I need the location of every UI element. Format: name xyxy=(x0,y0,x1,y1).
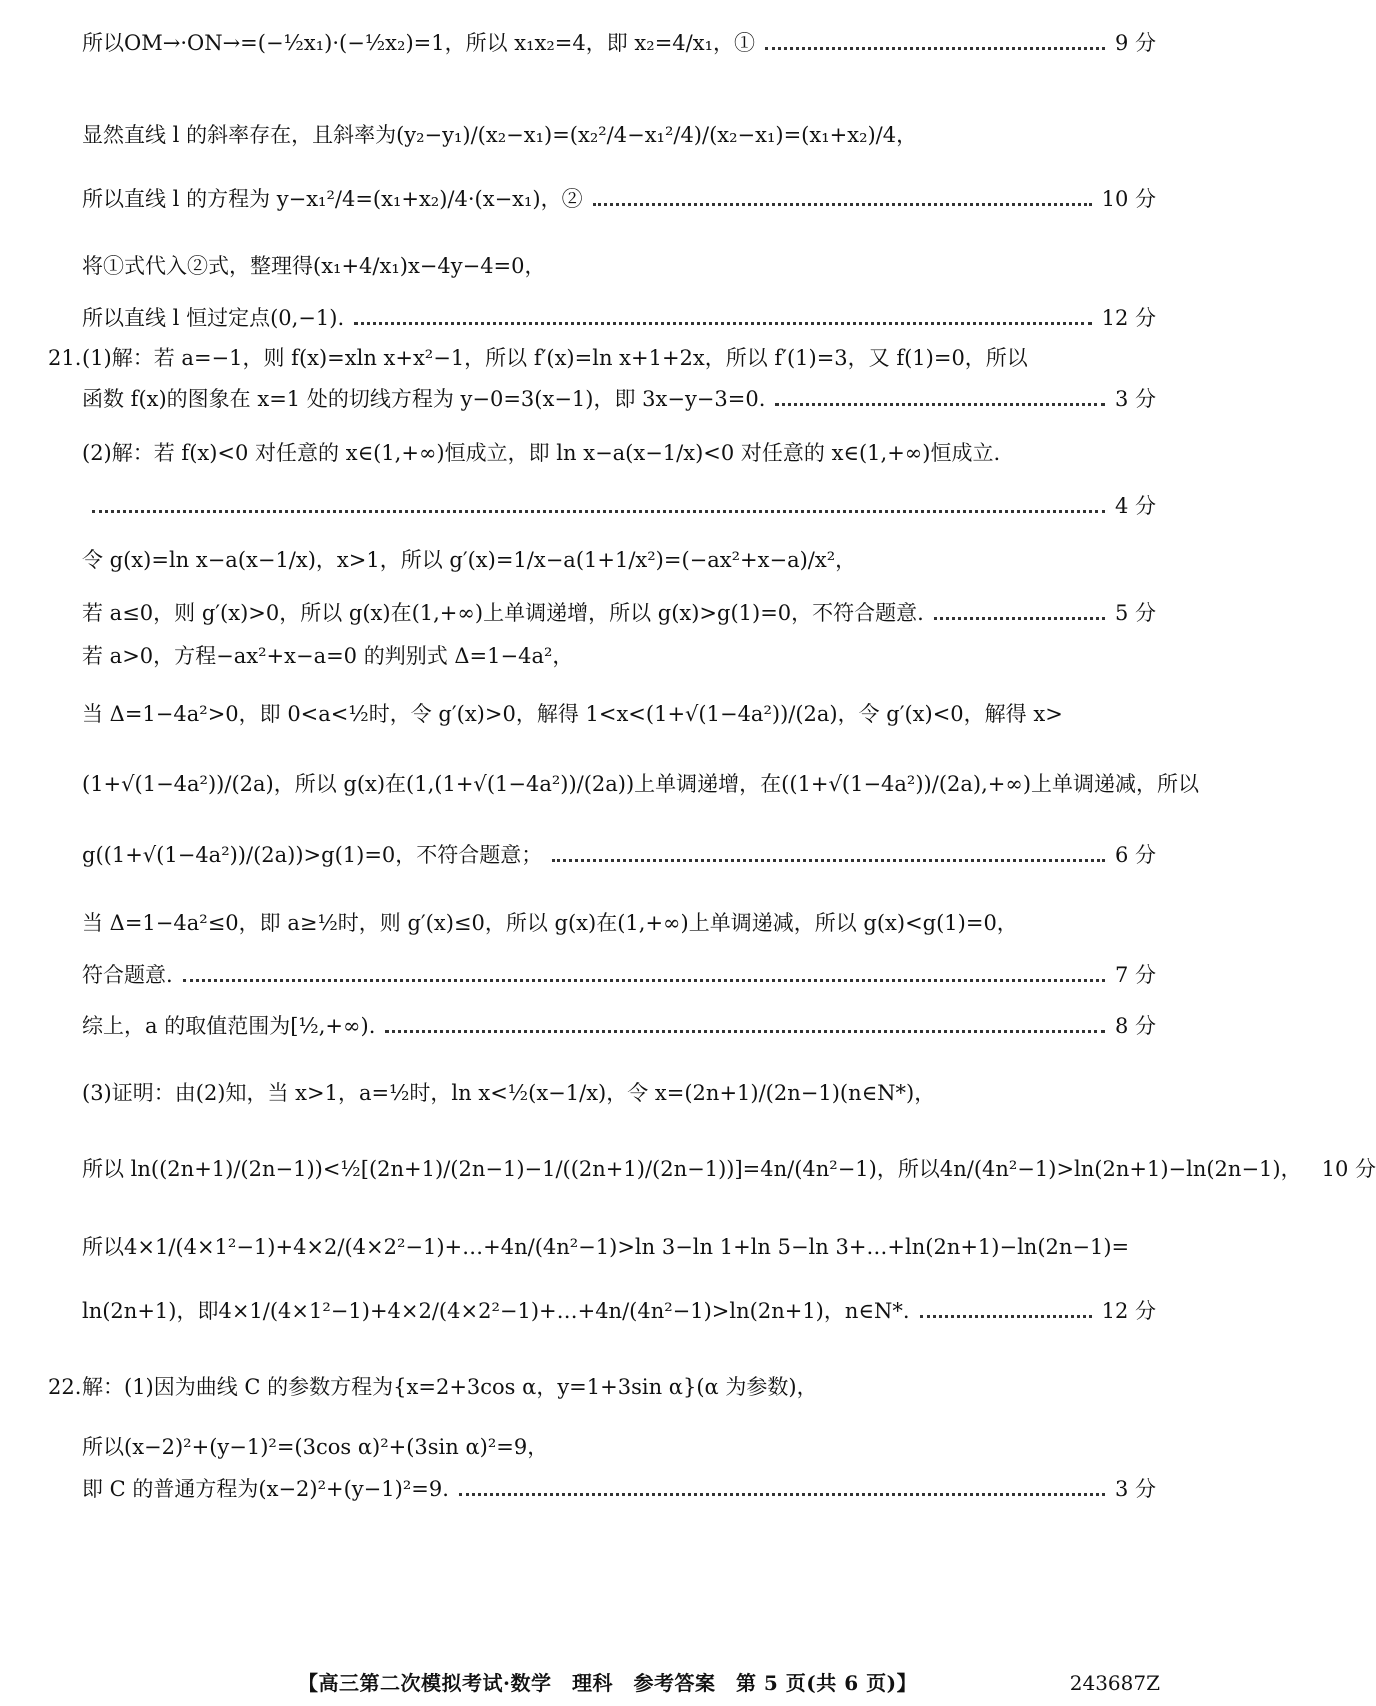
score-mark: 8 分 xyxy=(1114,1014,1156,1038)
line-text: (3)证明：由(2)知，当 x>1，a=½时，ln x<½(x−1/x)，令 x=(2n+1)/(2n−1)(n∈N*)， xyxy=(82,1081,936,1105)
line-text: (2)解：若 f(x)<0 对任意的 x∈(1,+∞)恒成立，即 ln x−a(x−1/x)<0 对任意的 x∈(1,+∞)恒成立. xyxy=(82,441,1001,465)
line-text: 所以 ln((2n+1)/(2n−1))<½[(2n+1)/(2n−1)−1/((2n+1)/(2n−1))]=4n/(4n²−1)，所以4n/(4n²−1)>ln(2n+1)−ln(2n−1)， xyxy=(82,1157,1302,1181)
line-text: 当 Δ=1−4a²>0，即 0<a<½时，令 g′(x)>0，解得 1<x<(1+√(1−4a²))/(2a)，令 g′(x)<0，解得 x> xyxy=(82,702,1063,726)
solution-line xyxy=(82,384,1156,414)
line-text: 所以OM→·ON→=(−½x₁)·(−½x₂)=1，所以 x₁x₂=4，即 x₂=4/x₁，① xyxy=(82,31,755,55)
line-text: 解：(1)因为曲线 C 的参数方程为{x=2+3cos α，y=1+3sin α}(α 为参数)， xyxy=(82,1375,818,1399)
question-number-22: 22. xyxy=(48,1375,82,1399)
solution-line xyxy=(82,343,1200,373)
solution-line xyxy=(82,960,1156,990)
solution-line xyxy=(82,303,1156,333)
solution-line xyxy=(82,184,1156,214)
solution-line xyxy=(82,699,1200,729)
score-mark: 5 分 xyxy=(1114,601,1156,625)
line-text: 若 a≤0，则 g′(x)>0，所以 g(x)在(1,+∞)上单调递增，所以 g(x)>g(1)=0，不符合题意. xyxy=(82,601,924,625)
solution-line xyxy=(82,1432,1200,1462)
score-mark: 12 分 xyxy=(1101,306,1156,330)
line-text: 所以直线 l 的方程为 y−x₁²/4=(x₁+x₂)/4·(x−x₁)，② xyxy=(82,187,583,211)
dot-leader xyxy=(385,1030,1105,1033)
line-text: 当 Δ=1−4a²≤0，即 a≥½时，则 g′(x)≤0，所以 g(x)在(1,+∞)上单调递减，所以 g(x)<g(1)=0， xyxy=(82,911,1018,935)
line-text: 将①式代入②式，整理得(x₁+4/x₁)x−4y−4=0， xyxy=(82,254,546,278)
page-footer xyxy=(0,1668,1200,1698)
score-mark: 3 分 xyxy=(1114,1477,1156,1501)
dot-leader xyxy=(593,203,1092,206)
line-text: 令 g(x)=ln x−a(x−1/x)，x>1，所以 g′(x)=1/x−a(1+1/x²)=(−ax²+x−a)/x²， xyxy=(82,548,857,572)
solution-line xyxy=(82,1232,1200,1262)
score-mark: 9 分 xyxy=(1114,31,1156,55)
dot-leader xyxy=(920,1315,1092,1318)
question-number-21: 21. xyxy=(48,346,82,370)
dot-leader xyxy=(92,510,1105,513)
line-text: 显然直线 l 的斜率存在，且斜率为(y₂−y₁)/(x₂−x₁)=(x₂²/4−x₁²/4)/(x₂−x₁)=(x₁+x₂)/4， xyxy=(82,123,918,147)
dot-leader xyxy=(775,403,1105,406)
score-mark: 12 分 xyxy=(1101,1299,1156,1323)
solution-line xyxy=(82,1078,1200,1108)
solution-line xyxy=(82,251,1200,281)
solution-line xyxy=(82,545,1200,575)
dot-leader xyxy=(354,322,1091,325)
solution-line xyxy=(82,120,1200,150)
line-text: 符合题意. xyxy=(82,963,173,987)
line-text: 即 C 的普通方程为(x−2)²+(y−1)²=9. xyxy=(82,1477,449,1501)
score-mark: 7 分 xyxy=(1114,963,1156,987)
solution-line xyxy=(82,1372,1200,1402)
line-text: g((1+√(1−4a²))/(2a))>g(1)=0，不符合题意； xyxy=(82,843,543,867)
line-text: 综上，a 的取值范围为[½,+∞). xyxy=(82,1014,376,1038)
dot-leader xyxy=(183,979,1105,982)
line-text: 所以(x−2)²+(y−1)²=(3cos α)²+(3sin α)²=9， xyxy=(82,1435,549,1459)
dot-leader xyxy=(934,617,1105,620)
dot-leader xyxy=(552,859,1105,862)
line-text: 函数 f(x)的图象在 x=1 处的切线方程为 y−0=3(x−1)，即 3x−y−3=0. xyxy=(82,387,766,411)
line-text: 若 a>0，方程−ax²+x−a=0 的判别式 Δ=1−4a²， xyxy=(82,644,574,668)
solution-line xyxy=(82,491,1156,521)
score-mark: 6 分 xyxy=(1114,843,1156,867)
line-text: 所以直线 l 恒过定点(0,−1). xyxy=(82,306,345,330)
score-mark: 3 分 xyxy=(1114,387,1156,411)
score-mark: 10 分 xyxy=(1101,187,1156,211)
solution-line xyxy=(82,1154,1376,1184)
score-mark: 4 分 xyxy=(1114,494,1156,518)
solution-line xyxy=(82,641,1200,671)
dot-leader xyxy=(765,47,1105,50)
line-text: (1)解：若 a=−1，则 f(x)=xln x+x²−1，所以 f′(x)=ln x+1+2x，所以 f′(1)=3，又 f(1)=0，所以 xyxy=(82,346,1028,370)
solution-line xyxy=(82,769,1200,799)
solution-line xyxy=(82,1011,1156,1041)
solution-line xyxy=(82,1474,1156,1504)
footer-code: 243687Z xyxy=(1069,1671,1160,1695)
solution-line xyxy=(82,908,1200,938)
score-mark: 10 分 xyxy=(1321,1157,1376,1181)
solution-line xyxy=(82,438,1200,468)
footer-title: 【高三第二次模拟考试·数学 理科 参考答案 第 5 页(共 6 页)】 xyxy=(298,1671,918,1695)
solution-line xyxy=(82,28,1156,58)
solution-line xyxy=(82,598,1156,628)
line-text: ln(2n+1)，即4×1/(4×1²−1)+4×2/(4×2²−1)+…+4n/(4n²−1)>ln(2n+1)，n∈N*. xyxy=(82,1299,910,1323)
solution-line xyxy=(82,840,1156,870)
solution-line xyxy=(82,1296,1156,1326)
line-text: 所以4×1/(4×1²−1)+4×2/(4×2²−1)+…+4n/(4n²−1)>ln 3−ln 1+ln 5−ln 3+…+ln(2n+1)−ln(2n−1)= xyxy=(82,1235,1130,1259)
line-text: (1+√(1−4a²))/(2a)，所以 g(x)在(1,(1+√(1−4a²))/(2a))上单调递增，在((1+√(1−4a²))/(2a),+∞)上单调递减，所以 xyxy=(82,772,1200,796)
dot-leader xyxy=(459,1493,1105,1496)
